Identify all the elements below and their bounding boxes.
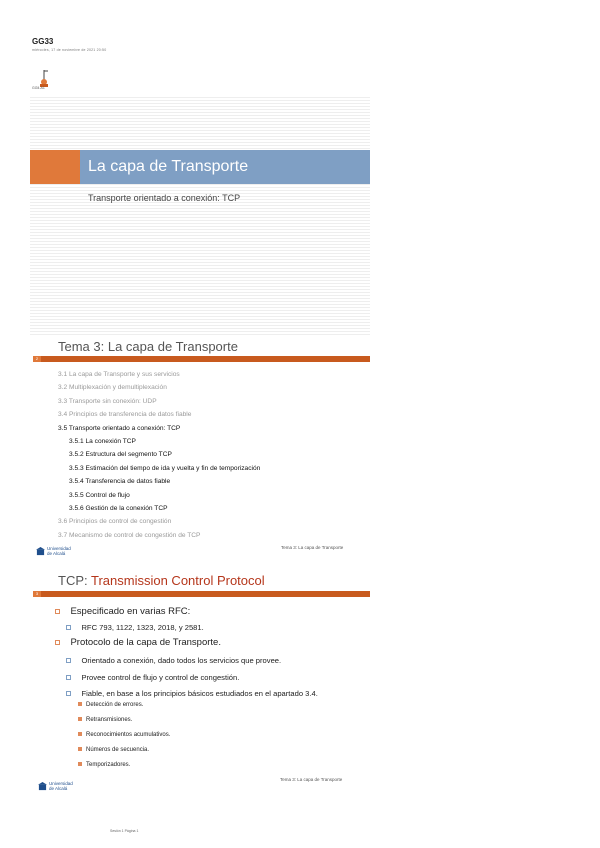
slide-3-title: [58, 573, 265, 588]
bullet-text: Fiable, en base a los principios básicos estudiados en el apartado 3.4.: [81, 689, 318, 698]
slide-3-university-logo: [38, 781, 79, 791]
square-bullet-icon: [78, 732, 82, 736]
square-bullet-icon: [66, 658, 71, 663]
slide-3-title-accent: Transmission Control Protocol: [91, 573, 265, 588]
toc-item: 3.7 Mecanismo de control de congestión de TCP: [58, 531, 201, 539]
bullet-text: Detección de errores.: [86, 702, 144, 708]
slide-2-university-logo: [36, 546, 77, 556]
bullet-text: Retransmisiones.: [86, 717, 133, 723]
slide-2-toc: [58, 368, 260, 542]
square-bullet-icon: [66, 675, 71, 680]
slide-1-subtitle: Transporte orientado a conexión: TCP: [88, 193, 241, 203]
bullet-l3: [78, 741, 170, 756]
bullet-text: Reconocimientos acumulativos.: [86, 732, 171, 738]
square-bullet-icon: [78, 747, 82, 751]
slide-2-title: Tema 3: La capa de Transporte: [58, 339, 238, 354]
slide-3-title-prefix: TCP:: [58, 573, 91, 588]
toc-subitem: 3.5.6 Gestión de la conexión TCP: [69, 505, 168, 513]
university-name: Universidad de Alcalá: [47, 546, 71, 556]
slide-1-title: La capa de Transporte: [88, 158, 249, 175]
slide-2-number: 2: [33, 356, 41, 362]
square-bullet-icon: [78, 717, 82, 721]
square-bullet-icon: [66, 691, 71, 696]
slide-3-footer: Tema 3: La capa de Transporte: [280, 777, 343, 782]
bullet-l1: [55, 632, 221, 650]
toc-subitem: 3.5.5 Control de flujo: [69, 491, 130, 499]
logo-caption: GGII-A1: [32, 86, 45, 90]
bullet-l2: [66, 650, 281, 668]
document-title: GG33: [32, 37, 54, 46]
university-icon: [38, 782, 47, 791]
square-bullet-icon: [55, 609, 60, 614]
square-bullet-icon: [78, 702, 82, 706]
square-bullet-icon: [66, 625, 71, 630]
slide-3-rule: [33, 591, 370, 597]
bullet-l3: [78, 756, 170, 771]
bullet-l3: [78, 711, 170, 726]
bullet-text: Números de secuencia.: [86, 747, 150, 753]
bullet-text: Orientado a conexión, dado todos los servicios que provee.: [81, 656, 282, 665]
bullet-text: Especificado en varias RFC:: [70, 606, 191, 617]
slide-1-orange-block: [30, 150, 80, 184]
bullet-text: Temporizadores.: [86, 762, 131, 768]
toc-subitem: 3.5.4 Transferencia de datos fiable: [69, 478, 171, 486]
toc-item: 3.2 Multiplexación y demultiplexación: [58, 384, 167, 392]
document-timestamp: miércoles, 17 de noviembre de 2021 20:50: [32, 48, 107, 52]
slide-3-number: 3: [33, 591, 41, 597]
page-footer: Sesión 1 Página 1: [110, 829, 139, 833]
toc-item: 3.6 Principios de control de congestión: [58, 518, 172, 526]
slide-2-rule: [33, 356, 370, 362]
bullet-l3-list: [78, 696, 170, 771]
toc-item: 3.3 Transporte sin conexión: UDP: [58, 397, 157, 405]
toc-item: 3.1 La capa de Transporte y sus servicios: [58, 371, 180, 378]
bullet-text: Provee control de flujo y control de congestión.: [81, 673, 240, 682]
bullet-text: Protocolo de la capa de Transporte.: [70, 637, 221, 648]
bullet-text: RFC 793, 1122, 1323, 2018, y 2581.: [81, 623, 204, 632]
university-name: Universidad de Alcalá: [49, 781, 73, 791]
toc-item: 3.4 Principios de transferencia de datos fiable: [58, 411, 192, 419]
toc-subitem: 3.5.3 Estimación del tiempo de ida y vuelta y fin de temporización: [69, 464, 261, 472]
square-bullet-icon: [78, 762, 82, 766]
square-bullet-icon: [55, 640, 60, 645]
university-icon: [36, 547, 45, 556]
toc-subitem: 3.5.2 Estructura del segmento TCP: [69, 451, 172, 459]
slide-1: [30, 95, 370, 335]
slide-2-footer: Tema 3: La capa de Transporte: [281, 545, 344, 550]
toc-subitem: 3.5.1 La conexión TCP: [69, 438, 136, 446]
bullet-l3: [78, 696, 170, 711]
bullet-l3: [78, 726, 170, 741]
toc-item-active: 3.5 Transporte orientado a conexión: TCP: [58, 424, 181, 432]
